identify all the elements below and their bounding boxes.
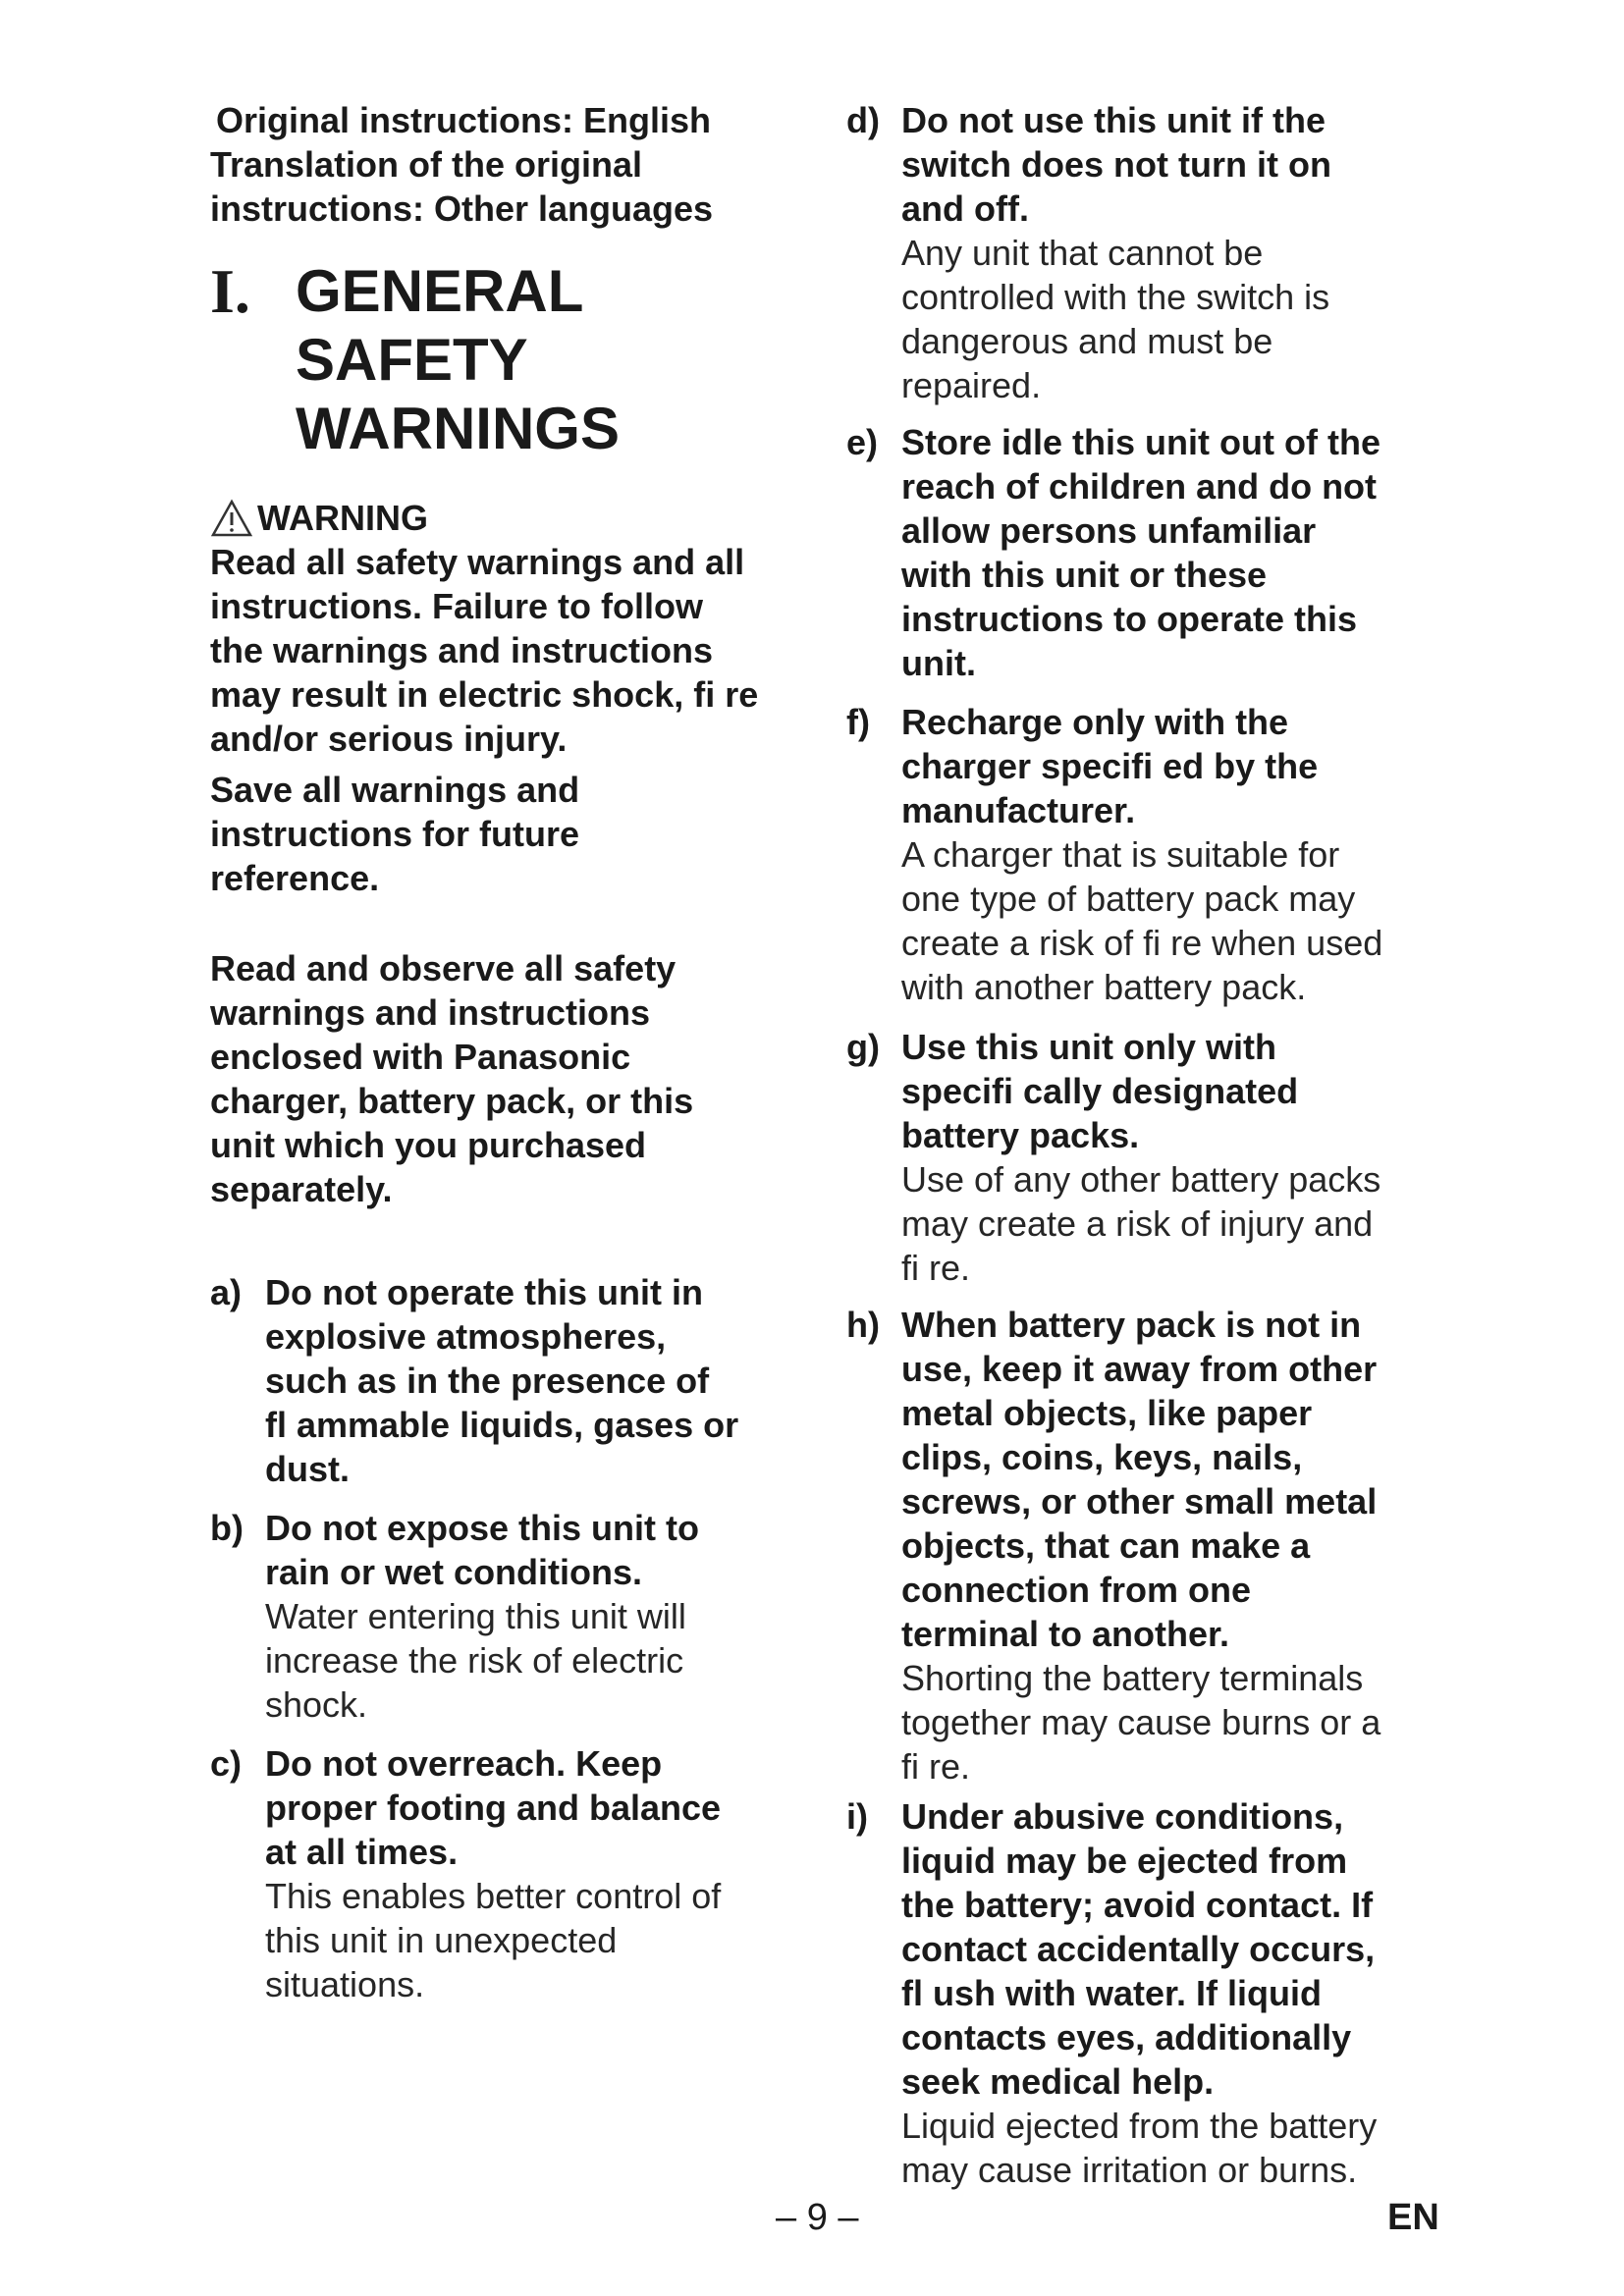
item-description-line: Use of any other battery packs — [901, 1159, 1381, 1200]
safety-item-h — [846, 1303, 1475, 1789]
item-heading-line: use, keep it away from other — [901, 1349, 1378, 1389]
item-description-line: Liquid ejected from the battery — [901, 2106, 1378, 2146]
item-heading-line: screws, or other small metal — [901, 1481, 1378, 1522]
item-heading-line: Do not overreach. Keep — [265, 1743, 663, 1784]
item-body — [901, 1794, 1475, 2192]
item-heading-line: switch does not turn it on — [901, 144, 1331, 185]
item-body — [901, 98, 1475, 407]
item-description-line: This enables better control of — [265, 1876, 722, 1916]
text-line: warnings and instructions — [210, 992, 651, 1033]
text-line: Read all safety warnings and all — [210, 542, 745, 582]
item-description-line: together may cause burns or a — [901, 1702, 1381, 1742]
item-heading-line: Do not use this unit if the — [901, 100, 1326, 140]
item-description-line: fi re. — [901, 1746, 971, 1787]
safety-item-f — [846, 700, 1475, 1009]
text-line: the warnings and instructions — [210, 630, 714, 670]
item-description-line: controlled with the switch is — [901, 277, 1330, 317]
intro-line: Original instructions: English — [216, 100, 712, 140]
language-code: EN — [1387, 2197, 1439, 2238]
text-line: Save all warnings and — [210, 770, 580, 810]
safety-item-b — [210, 1506, 839, 1727]
item-heading-line: clips, coins, keys, nails, — [901, 1437, 1303, 1477]
item-heading-line: Store idle this unit out of the — [901, 422, 1380, 462]
section-title-line: SAFETY — [296, 327, 528, 393]
item-heading-line: liquid may be ejected from — [901, 1841, 1348, 1881]
text-line: and/or serious injury. — [210, 719, 568, 759]
item-body — [265, 1270, 839, 1491]
item-heading-line: charger specifi ed by the — [901, 746, 1319, 786]
item-description-line: may create a risk of injury and — [901, 1203, 1374, 1244]
item-description-line: create a risk of fi re when used — [901, 923, 1383, 963]
item-heading-line: contacts eyes, additionally — [901, 2017, 1352, 2057]
item-description-line: may cause irritation or burns. — [901, 2150, 1358, 2190]
safety-item-g — [846, 1025, 1475, 1290]
section-title-line: WARNINGS — [296, 396, 620, 461]
item-description-line: Water entering this unit will — [265, 1596, 686, 1636]
item-heading-line: manufacturer. — [901, 790, 1136, 830]
safety-item-c — [210, 1741, 839, 2006]
item-heading-line: fl ush with water. If liquid — [901, 1973, 1323, 2013]
item-letter: g) — [846, 1027, 880, 1067]
safety-item-i — [846, 1794, 1475, 2192]
item-heading-line: Do not operate this unit in — [265, 1272, 703, 1312]
item-heading-line: fl ammable liquids, gases or — [265, 1405, 739, 1445]
item-letter: i) — [846, 1796, 868, 1837]
item-heading-line: the battery; avoid contact. If — [901, 1885, 1374, 1925]
item-body — [901, 1025, 1475, 1290]
item-letter: b) — [210, 1508, 244, 1548]
item-letter: f) — [846, 702, 870, 742]
text-line: reference. — [210, 858, 380, 898]
section-title — [296, 257, 826, 463]
safety-item-d — [846, 98, 1475, 407]
warning-paragraph-save — [210, 768, 839, 900]
item-heading-line: metal objects, like paper — [901, 1393, 1313, 1433]
warning-paragraph-read-all — [210, 540, 839, 761]
item-letter: e) — [846, 422, 879, 462]
safety-item-a — [210, 1270, 839, 1491]
item-description-line: dangerous and must be — [901, 321, 1273, 361]
text-line: instructions. Failure to follow — [210, 586, 704, 626]
item-heading-line: When battery pack is not in — [901, 1305, 1362, 1345]
warning-triangle-icon — [210, 499, 253, 538]
intro-line: instructions: Other languages — [210, 188, 714, 229]
item-heading-line: specifi cally designated — [901, 1071, 1299, 1111]
item-letter: h) — [846, 1305, 880, 1345]
warning-label — [210, 497, 428, 540]
item-description-line: one type of battery pack may — [901, 879, 1356, 919]
item-heading-line: rain or wet conditions. — [265, 1552, 643, 1592]
item-heading-line: proper footing and balance — [265, 1788, 722, 1828]
item-heading-line: contact accidentally occurs, — [901, 1929, 1376, 1969]
item-letter: a) — [210, 1272, 243, 1312]
text-line: instructions for future — [210, 814, 579, 854]
warning-paragraph-observe — [210, 946, 839, 1211]
item-heading-line: Recharge only with the — [901, 702, 1289, 742]
text-line: may result in electric shock, fi re — [210, 674, 759, 715]
text-line: Read and observe all safety — [210, 948, 677, 988]
text-line: unit which you purchased — [210, 1125, 647, 1165]
safety-item-e — [846, 420, 1475, 685]
section-title-line: GENERAL — [296, 258, 584, 324]
item-heading-line: allow persons unfamiliar — [901, 510, 1317, 551]
item-heading-line: unit. — [901, 643, 976, 683]
item-heading-line: Use this unit only with — [901, 1027, 1277, 1067]
item-body — [901, 1303, 1475, 1789]
item-heading-line: reach of children and do not — [901, 466, 1378, 507]
item-description-line: Shorting the battery terminals — [901, 1658, 1364, 1698]
item-description-line: repaired. — [901, 365, 1042, 405]
item-heading-line: instructions to operate this — [901, 599, 1358, 639]
item-heading-line: connection from one — [901, 1570, 1252, 1610]
item-heading-line: such as in the presence of — [265, 1361, 710, 1401]
item-description-line: with another battery pack. — [901, 967, 1307, 1007]
item-heading-line: objects, that can make a — [901, 1525, 1311, 1566]
item-heading-line: Under abusive conditions, — [901, 1796, 1344, 1837]
item-heading-line: seek medical help. — [901, 2061, 1215, 2102]
section-number: I. — [210, 256, 250, 326]
text-line: separately. — [210, 1169, 393, 1209]
intro-note — [210, 98, 839, 231]
item-description-line: situations. — [265, 1964, 425, 2004]
item-heading-line: with this unit or these — [901, 555, 1268, 595]
text-line: charger, battery pack, or this — [210, 1081, 694, 1121]
item-description-line: Any unit that cannot be — [901, 233, 1264, 273]
item-heading-line: explosive atmospheres, — [265, 1316, 667, 1357]
item-heading-line: at all times. — [265, 1832, 459, 1872]
intro-line: Translation of the original — [210, 144, 643, 185]
item-body — [901, 420, 1475, 685]
warning-text: WARNING — [257, 498, 428, 538]
item-heading-line: battery packs. — [901, 1115, 1140, 1155]
item-letter: d) — [846, 100, 880, 140]
item-body — [265, 1506, 839, 1727]
item-letter: c) — [210, 1743, 243, 1784]
item-body — [901, 700, 1475, 1009]
item-heading-line: terminal to another. — [901, 1614, 1230, 1654]
page-number: – 9 – — [776, 2197, 859, 2238]
item-description-line: shock. — [265, 1684, 368, 1725]
item-heading-line: Do not expose this unit to — [265, 1508, 699, 1548]
text-line: enclosed with Panasonic — [210, 1037, 631, 1077]
item-description-line: A charger that is suitable for — [901, 834, 1340, 875]
item-body — [265, 1741, 839, 2006]
item-description-line: increase the risk of electric — [265, 1640, 684, 1681]
item-description-line: fi re. — [901, 1248, 971, 1288]
item-heading-line: dust. — [265, 1449, 350, 1489]
item-heading-line: and off. — [901, 188, 1029, 229]
item-description-line: this unit in unexpected — [265, 1920, 618, 1960]
